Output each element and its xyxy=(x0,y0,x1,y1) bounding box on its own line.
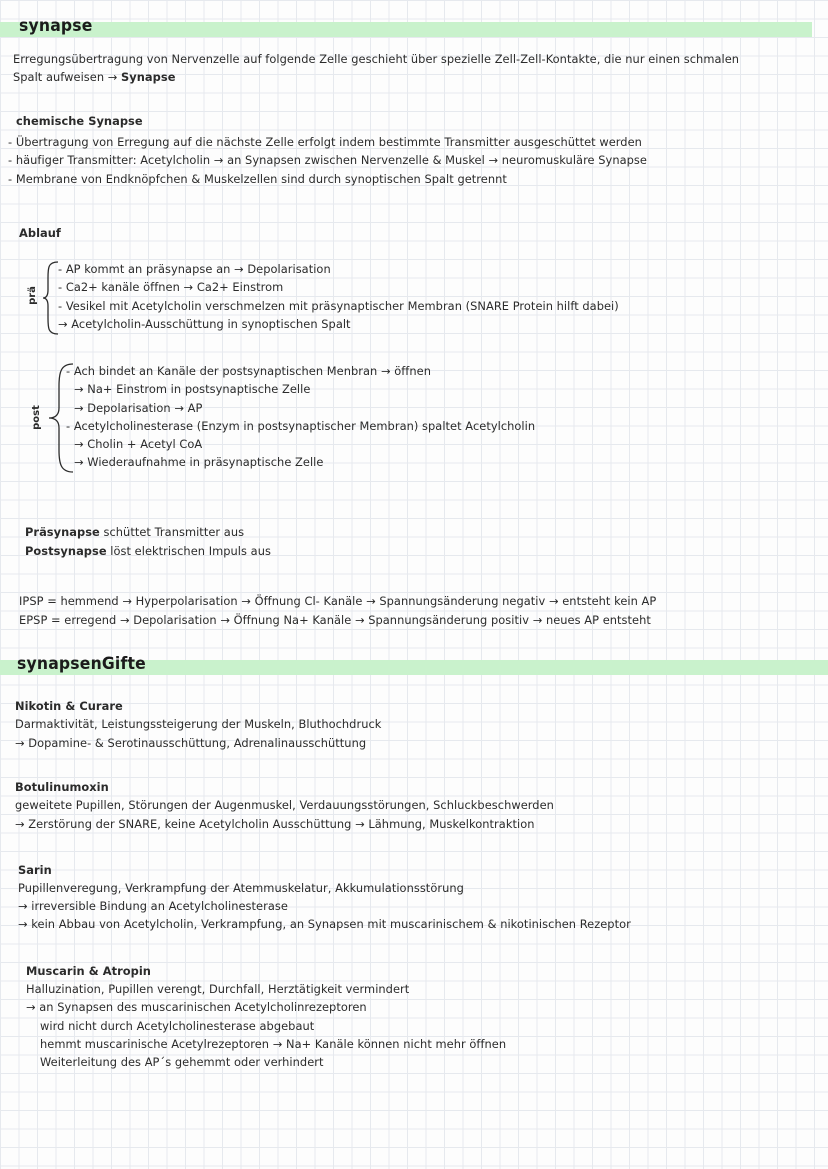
toxin-line: → kein Abbau von Acetylcholin, Verkrampfung, an Synapsen mit muscarinischem & nikotinischen Rezeptor xyxy=(18,917,631,931)
chemische-synapse-title: chemische Synapse xyxy=(16,114,143,128)
intro-synapse-term: Synapse xyxy=(121,70,176,84)
toxin-line: → Dopamine- & Serotinausschüttung, Adrenalinausschüttung xyxy=(15,736,367,750)
toxin-line: Halluzination, Pupillen verengt, Durchfall, Herztätigkeit vermindert xyxy=(26,982,410,996)
post-label: post xyxy=(30,405,42,430)
toxin-line: → Zerstörung der SNARE, keine Acetylcholin Ausschüttung → Lähmung, Muskelkontraktion xyxy=(15,817,535,831)
toxin-title-nikotin: Nikotin & Curare xyxy=(15,699,123,713)
toxin-line: → an Synapsen des muscarinischen Acetylcholinrezeptoren xyxy=(26,1000,367,1014)
heading-highlight xyxy=(0,22,812,37)
toxin-title-sarin: Sarin xyxy=(18,863,52,877)
post-step: → Depolarisation → AP xyxy=(74,401,203,415)
toxin-line: Weiterleitung des AP´s gehemmt oder verhindert xyxy=(40,1055,324,1069)
list-item: - häufiger Transmitter: Acetylcholin → an Synapsen zwischen Nervenzelle & Muskel → neuromuskuläre Synapse xyxy=(8,153,647,167)
postsynapse-line xyxy=(25,542,271,560)
toxin-title-botulinum: Botulinumoxin xyxy=(15,780,109,794)
pre-step: → Acetylcholin-Ausschüttung in synoptischen Spalt xyxy=(58,317,351,331)
post-step: → Na+ Einstrom in postsynaptische Zelle xyxy=(74,382,311,396)
section-title-synapse: synapse xyxy=(19,16,93,36)
post-step: → Wiederaufnahme in präsynaptische Zelle xyxy=(74,455,324,469)
toxin-line: wird nicht durch Acetylcholinesterase abgebaut xyxy=(40,1019,315,1033)
praesynapse-line xyxy=(25,523,244,541)
intro-line-2 xyxy=(13,68,175,86)
toxin-line: → irreversible Bindung an Acetylcholinesterase xyxy=(18,899,288,913)
postsynapse-text: löst elektrischen Impuls aus xyxy=(106,544,271,558)
list-item: - Membrane von Endknöpfchen & Muskelzellen sind durch synoptischen Spalt getrennt xyxy=(8,172,507,186)
pre-step: - AP kommt an präsynapse an → Depolarisation xyxy=(58,262,331,276)
toxin-line: Pupillenveregung, Verkrampfung der Atemmuskelatur, Akkumulationsstörung xyxy=(18,881,464,895)
toxin-title-muscarin: Muscarin & Atropin xyxy=(26,964,151,978)
post-step: - Ach bindet an Kanäle der postsynaptischen Menbran → öffnen xyxy=(66,364,431,378)
pre-label: prä xyxy=(26,286,38,305)
ablauf-title: Ablauf xyxy=(19,226,61,240)
pre-step: - Vesikel mit Acetylcholin verschmelzen mit präsynaptischer Membran (SNARE Protein hilft dabei) xyxy=(58,299,619,313)
list-item: - Übertragung von Erregung auf die nächste Zelle erfolgt indem bestimmte Transmitter ausgeschüttet werden xyxy=(8,135,642,149)
pre-step: - Ca2+ kanäle öffnen → Ca2+ Einstrom xyxy=(58,280,284,294)
praesynapse-term: Präsynapse xyxy=(25,525,100,539)
section-title-synapsengifte: synapsenGifte xyxy=(17,654,146,674)
ipsp-line: IPSP = hemmend → Hyperpolarisation → Öffnung Cl- Kanäle → Spannungsänderung negativ → entsteht kein AP xyxy=(19,594,657,608)
toxin-line: geweitete Pupillen, Störungen der Augenmuskel, Verdauungsstörungen, Schluckbeschwerden xyxy=(15,798,554,812)
intro-line-2-text: Spalt aufweisen → xyxy=(13,70,122,84)
intro-line-1: Erregungsübertragung von Nervenzelle auf folgende Zelle geschieht über spezielle Zell-Zell-Kontakte, die nur einen schmalen xyxy=(13,52,740,66)
post-step: → Cholin + Acetyl CoA xyxy=(74,437,203,451)
post-step: - Acetylcholinesterase (Enzym in postsynaptischer Membran) spaltet Acetylcholin xyxy=(66,419,536,433)
epsp-line: EPSP = erregend → Depolarisation → Öffnung Na+ Kanäle → Spannungsänderung positiv → neues AP entsteht xyxy=(19,613,651,627)
toxin-line: Darmaktivität, Leistungssteigerung der Muskeln, Bluthochdruck xyxy=(15,717,382,731)
praesynapse-text: schüttet Transmitter aus xyxy=(99,525,245,539)
postsynapse-term: Postsynapse xyxy=(25,544,107,558)
toxin-line: hemmt muscarinische Acetylrezeptoren → Na+ Kanäle können nicht mehr öffnen xyxy=(40,1037,507,1051)
